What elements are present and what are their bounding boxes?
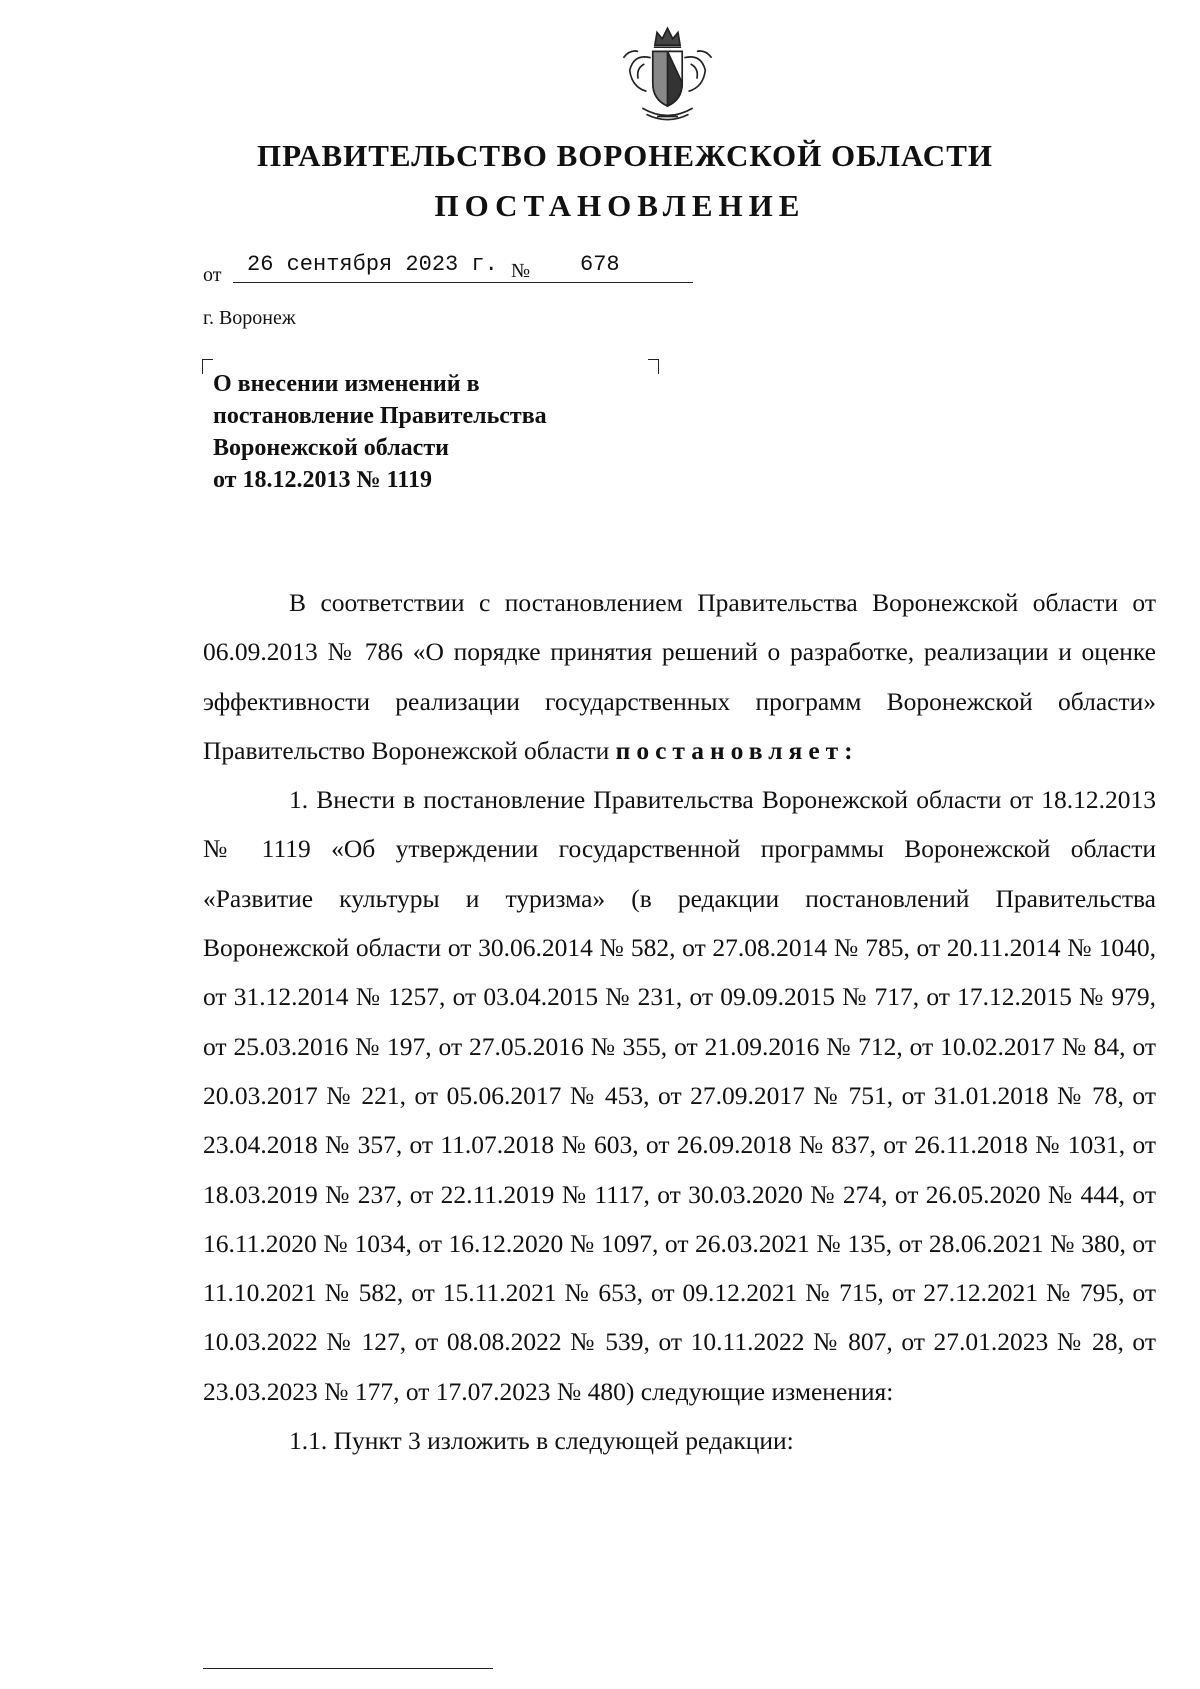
subject-line: постановление Правительства bbox=[213, 403, 547, 429]
government-title: ПРАВИТЕЛЬСТВО ВОРОНЕЖСКОЙ ОБЛАСТИ bbox=[257, 138, 993, 173]
coat-of-arms-icon bbox=[615, 22, 720, 127]
subject-line: О внесении изменений в bbox=[213, 371, 480, 397]
footer-divider bbox=[203, 1668, 493, 1669]
body-paragraph: 1.1. Пункт 3 изложить в следующей редакции: bbox=[289, 1426, 794, 1456]
date-number-line bbox=[203, 254, 673, 286]
subject-corner-left bbox=[202, 359, 213, 374]
document-type-title: ПОСТАНОВЛЕНИЕ bbox=[434, 188, 806, 223]
resolution-keyword: постановляет: bbox=[615, 735, 859, 765]
date-prefix: от bbox=[203, 264, 222, 286]
paragraph-text: В соответствии с постановлением Правительства Воронежской области от 06.09.2013 № 786 «О порядке принятия решений о разработке, реализации и оценке эффективности реализации государственных программ Воронежской области» Правительство Воронежской области bbox=[203, 588, 1156, 765]
city-label: г. Воронеж bbox=[203, 307, 296, 329]
body-paragraph bbox=[203, 578, 1156, 775]
subject-line: от 18.12.2013 № 1119 bbox=[213, 467, 432, 493]
document-date: 26 сентября 2023 г. bbox=[247, 252, 498, 277]
subject-line: Воронежской области bbox=[213, 435, 449, 461]
number-sign: № bbox=[511, 260, 531, 282]
document-body bbox=[203, 578, 1156, 1465]
date-field bbox=[233, 254, 693, 283]
subject-corner-right bbox=[648, 359, 659, 374]
body-paragraph: 1. Внести в постановление Правительства Воронежской области от 18.12.2013 № 1119 «Об утверждении государственной программы Воронежской области «Развитие культуры и туризма» (в редакции постановлений Правительства Воронежской области от 30.06.2014 № 582, от 27.08.2014 № 785, от 20.11.2014 № 1040, от 31.12.2014 № 1257, от 03.04.2015 № 231, от 09.09.2015 № 717, от 17.12.2015 № 979, от 25.03.2016 № 197, от 27.05.2016 № 355, от 21.09.2016 № 712, от 10.02.2017 № 84, от 20.03.2017 № 221, от 05.06.2017 № 453, от 27.09.2017 № 751, от 31.01.2018 № 78, от 23.04.2018 № 357, от 11.07.2018 № 603, от 26.09.2018 № 837, от 26.11.2018 № 1031, от 18.03.2019 № 237, от 22.11.2019 № 1117, от 30.03.2020 № 274, от 26.05.2020 № 444, от 16.11.2020 № 1034, от 16.12.2020 № 1097, от 26.03.2021 № 135, от 28.06.2021 № 380, от 11.10.2021 № 582, от 15.11.2021 № 653, от 09.12.2021 № 715, от 27.12.2021 № 795, от 10.03.2022 № 127, от 08.08.2022 № 539, от 10.11.2022 № 807, от 27.01.2023 № 28, от 23.03.2023 № 177, от 17.07.2023 № 480) следующие изменения: bbox=[203, 785, 1156, 1406]
document-number: 678 bbox=[580, 252, 620, 277]
document-subject bbox=[213, 368, 547, 496]
